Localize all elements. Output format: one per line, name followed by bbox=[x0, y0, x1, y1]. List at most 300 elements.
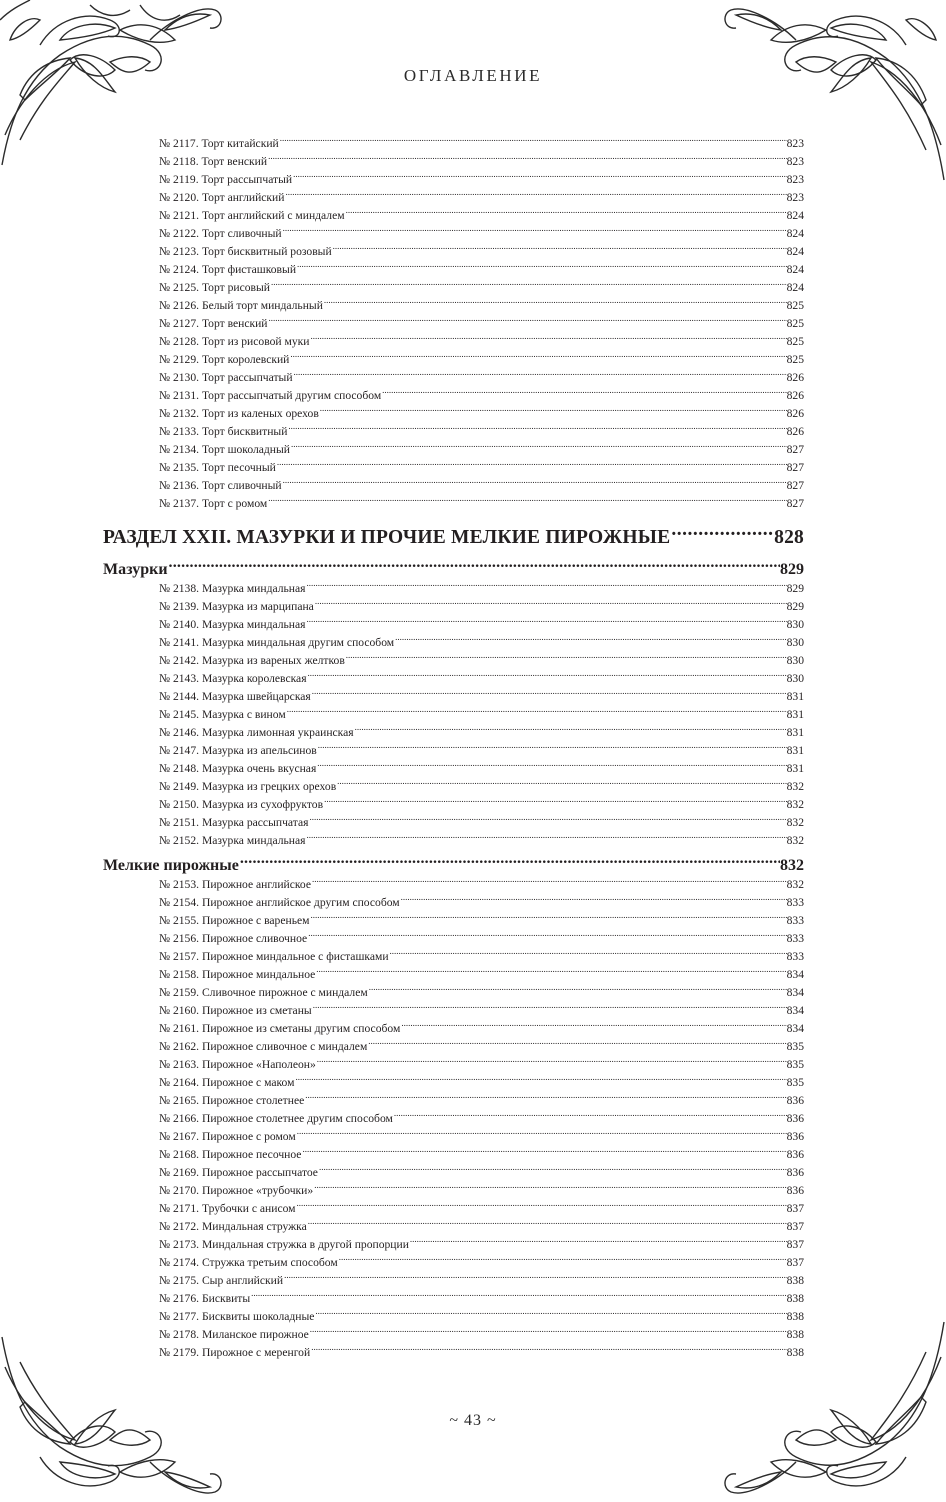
entry-name: Мазурка миндальная bbox=[201, 618, 306, 631]
part-page-number: 828 bbox=[774, 526, 804, 548]
dot-leader bbox=[313, 1005, 787, 1014]
entry-number: № 2137. bbox=[159, 497, 200, 510]
entry-name: Пирожное с вареньем bbox=[201, 914, 310, 927]
entry-name: Стружка третьим способом bbox=[201, 1256, 338, 1269]
entry-page-number: 831 bbox=[786, 708, 804, 721]
entry-number: № 2151. bbox=[159, 816, 200, 829]
entry-page-number: 837 bbox=[786, 1256, 804, 1269]
entry-number: № 2134. bbox=[159, 443, 200, 456]
entry-name: Торт фисташковый bbox=[201, 263, 297, 276]
dot-leader bbox=[314, 1185, 786, 1194]
toc-entry[interactable] bbox=[103, 1092, 804, 1110]
entry-number: № 2165. bbox=[159, 1094, 200, 1107]
toc-entry[interactable] bbox=[103, 1236, 804, 1254]
dot-leader bbox=[290, 354, 786, 363]
dot-leader bbox=[297, 1131, 787, 1140]
entry-number: № 2136. bbox=[159, 479, 200, 492]
entry-title bbox=[159, 1308, 315, 1326]
entry-page-number: 826 bbox=[786, 389, 804, 402]
dot-leader bbox=[269, 318, 787, 327]
entry-title bbox=[159, 966, 316, 984]
toc-entry[interactable] bbox=[103, 279, 804, 297]
entry-number: № 2171. bbox=[159, 1202, 200, 1215]
dot-leader bbox=[390, 951, 787, 960]
entry-number: № 2160. bbox=[159, 1004, 200, 1017]
toc-entry[interactable] bbox=[103, 477, 804, 495]
entry-title bbox=[159, 1056, 317, 1074]
entry-number: № 2118. bbox=[159, 155, 199, 168]
dot-leader bbox=[382, 390, 786, 399]
dot-leader bbox=[316, 969, 786, 978]
toc-entry[interactable] bbox=[103, 894, 804, 912]
entry-name: Пирожное с маком bbox=[201, 1076, 295, 1089]
entry-title bbox=[159, 441, 291, 459]
dot-leader bbox=[369, 987, 787, 996]
entry-number: № 2150. bbox=[159, 798, 200, 811]
entry-page-number: 831 bbox=[786, 762, 804, 775]
toc-entry[interactable] bbox=[103, 1002, 804, 1020]
entry-title bbox=[159, 652, 346, 670]
entry-number: № 2162. bbox=[159, 1040, 200, 1053]
entry-number: № 2132. bbox=[159, 407, 200, 420]
toc-entry[interactable] bbox=[103, 1326, 804, 1344]
entry-name: Пирожное с ромом bbox=[201, 1130, 296, 1143]
entry-title bbox=[159, 580, 307, 598]
entry-title bbox=[159, 1146, 302, 1164]
entry-name: Торт из рисовой муки bbox=[201, 335, 310, 348]
section-title: Мелкие пирожные bbox=[103, 857, 239, 874]
toc-entry[interactable] bbox=[103, 930, 804, 948]
dot-leader bbox=[288, 426, 786, 435]
toc-section-heading-melkie-pirozhnye[interactable] bbox=[103, 854, 804, 876]
entry-page-number: 836 bbox=[786, 1094, 804, 1107]
entry-title bbox=[159, 598, 315, 616]
entry-name: Торт рассыпчатый bbox=[201, 173, 293, 186]
toc-entry[interactable] bbox=[103, 315, 804, 333]
toc-entry[interactable] bbox=[103, 1200, 804, 1218]
toc-entry[interactable] bbox=[103, 1272, 804, 1290]
dot-leader bbox=[307, 619, 787, 628]
dot-leader bbox=[284, 1275, 787, 1284]
entry-number: № 2159. bbox=[159, 986, 200, 999]
dot-leader bbox=[294, 372, 787, 381]
dot-leader bbox=[295, 1077, 786, 1086]
entry-title bbox=[159, 171, 293, 189]
toc-entry[interactable] bbox=[103, 1254, 804, 1272]
entry-page-number: 823 bbox=[786, 137, 804, 150]
entry-name: Пирожное «Наполеон» bbox=[201, 1058, 316, 1071]
entry-page-number: 838 bbox=[786, 1328, 804, 1341]
entry-page-number: 830 bbox=[786, 672, 804, 685]
entry-page-number: 834 bbox=[786, 1004, 804, 1017]
toc-entry[interactable] bbox=[103, 760, 804, 778]
toc-entry[interactable] bbox=[103, 724, 804, 742]
entry-title bbox=[159, 688, 312, 706]
dot-leader bbox=[317, 1059, 787, 1068]
toc-entry[interactable] bbox=[103, 688, 804, 706]
table-of-contents bbox=[103, 135, 804, 1362]
entry-number: № 2167. bbox=[159, 1130, 200, 1143]
entry-title bbox=[159, 1236, 410, 1254]
entry-page-number: 836 bbox=[786, 1148, 804, 1161]
entry-name: Торт рисовый bbox=[201, 281, 270, 294]
entry-name: Пирожное рассыпчатое bbox=[201, 1166, 318, 1179]
toc-entry[interactable] bbox=[103, 832, 804, 850]
entry-name: Торт английский с миндалем bbox=[201, 209, 345, 222]
entry-title bbox=[159, 876, 312, 894]
entry-number: № 2146. bbox=[159, 726, 200, 739]
dot-leader bbox=[280, 138, 787, 147]
dot-leader bbox=[311, 1347, 786, 1356]
entry-page-number: 825 bbox=[786, 317, 804, 330]
entry-title bbox=[159, 1038, 368, 1056]
entry-title bbox=[159, 1290, 251, 1308]
entry-title bbox=[159, 207, 346, 225]
entry-page-number: 832 bbox=[786, 798, 804, 811]
entry-number: № 2133. bbox=[159, 425, 200, 438]
entry-number: № 2176. bbox=[159, 1292, 200, 1305]
entry-number: № 2141. bbox=[159, 636, 200, 649]
entry-page-number: 829 bbox=[786, 582, 804, 595]
entry-page-number: 835 bbox=[786, 1040, 804, 1053]
entry-page-number: 833 bbox=[786, 896, 804, 909]
toc-entry-group-pirozhnye bbox=[103, 876, 804, 1362]
entry-page-number: 830 bbox=[786, 618, 804, 631]
entry-number: № 2144. bbox=[159, 690, 200, 703]
entry-name: Торт рассыпчатый bbox=[201, 371, 293, 384]
toc-entry[interactable] bbox=[103, 225, 804, 243]
entry-page-number: 837 bbox=[786, 1202, 804, 1215]
dot-leader bbox=[395, 637, 786, 646]
toc-entry[interactable] bbox=[103, 912, 804, 930]
toc-entry[interactable] bbox=[103, 441, 804, 459]
dot-leader bbox=[285, 192, 786, 201]
dot-leader bbox=[302, 1149, 786, 1158]
entry-page-number: 832 bbox=[786, 780, 804, 793]
entry-number: № 2124. bbox=[159, 263, 200, 276]
entry-name: Мазурка королевская bbox=[201, 672, 307, 685]
toc-entry[interactable] bbox=[103, 1290, 804, 1308]
toc-entry[interactable] bbox=[103, 171, 804, 189]
entry-number: № 2168. bbox=[159, 1148, 200, 1161]
entry-page-number: 833 bbox=[786, 950, 804, 963]
toc-part-heading[interactable] bbox=[103, 523, 804, 551]
entry-title bbox=[159, 832, 307, 850]
section-title: Мазурки bbox=[103, 561, 168, 578]
dot-leader bbox=[271, 282, 787, 291]
entry-title bbox=[159, 634, 395, 652]
entry-title bbox=[159, 351, 290, 369]
entry-title bbox=[159, 243, 333, 261]
section-page-number: 832 bbox=[780, 857, 804, 874]
entry-title bbox=[159, 189, 285, 207]
entry-number: № 2131. bbox=[159, 389, 200, 402]
entry-title bbox=[159, 724, 355, 742]
entry-number: № 2161. bbox=[159, 1022, 200, 1035]
toc-entry[interactable] bbox=[103, 369, 804, 387]
toc-entry[interactable] bbox=[103, 742, 804, 760]
toc-entry[interactable] bbox=[103, 1056, 804, 1074]
entry-page-number: 830 bbox=[786, 636, 804, 649]
entry-number: № 2123. bbox=[159, 245, 200, 258]
entry-page-number: 836 bbox=[786, 1184, 804, 1197]
entry-name: Пирожное английское bbox=[201, 878, 312, 891]
entry-name: Торт сливочный bbox=[201, 227, 282, 240]
entry-number: № 2170. bbox=[159, 1184, 200, 1197]
entry-page-number: 827 bbox=[786, 497, 804, 510]
dot-leader bbox=[268, 498, 786, 507]
entry-name: Пирожное из сметаны другим способом bbox=[201, 1022, 401, 1035]
entry-name: Мазурка рассыпчатая bbox=[201, 816, 309, 829]
entry-number: № 2178. bbox=[159, 1328, 200, 1341]
entry-page-number: 832 bbox=[786, 834, 804, 847]
entry-name: Торт сливочный bbox=[201, 479, 282, 492]
entry-title bbox=[159, 1218, 308, 1236]
toc-entry[interactable] bbox=[103, 153, 804, 171]
entry-title bbox=[159, 225, 283, 243]
entry-title bbox=[159, 315, 269, 333]
entry-name: Пирожное из сметаны bbox=[201, 1004, 312, 1017]
entry-name: Торт песочный bbox=[201, 461, 276, 474]
entry-page-number: 836 bbox=[786, 1130, 804, 1143]
dot-leader bbox=[355, 727, 787, 736]
entry-number: № 2172. bbox=[159, 1220, 200, 1233]
entry-title bbox=[159, 477, 283, 495]
entry-name: Пирожное столетнее другим способом bbox=[201, 1112, 393, 1125]
entry-title bbox=[159, 1074, 295, 1092]
dot-leader bbox=[310, 915, 786, 924]
toc-entry[interactable] bbox=[103, 1182, 804, 1200]
entry-page-number: 830 bbox=[786, 654, 804, 667]
entry-title bbox=[159, 1272, 284, 1290]
dot-leader bbox=[268, 156, 787, 165]
entry-number: № 2125. bbox=[159, 281, 200, 294]
entry-name: Пирожное миндальное с фисташками bbox=[201, 950, 389, 963]
entry-number: № 2147. bbox=[159, 744, 200, 757]
entry-name: Миндальная стружка в другой пропорции bbox=[201, 1238, 409, 1251]
entry-page-number: 838 bbox=[786, 1274, 804, 1287]
entry-number: № 2122. bbox=[159, 227, 200, 240]
entry-title bbox=[159, 670, 308, 688]
toc-entry[interactable] bbox=[103, 1128, 804, 1146]
toc-entry[interactable] bbox=[103, 1110, 804, 1128]
entry-name: Торт рассыпчатый другим способом bbox=[201, 389, 382, 402]
toc-entry[interactable] bbox=[103, 1218, 804, 1236]
entry-page-number: 825 bbox=[786, 299, 804, 312]
entry-number: № 2128. bbox=[159, 335, 200, 348]
toc-entry[interactable] bbox=[103, 1164, 804, 1182]
entry-number: № 2163. bbox=[159, 1058, 200, 1071]
toc-entry[interactable] bbox=[103, 333, 804, 351]
dot-leader bbox=[317, 763, 786, 772]
toc-entry[interactable] bbox=[103, 351, 804, 369]
entry-page-number: 831 bbox=[786, 744, 804, 757]
toc-entry[interactable] bbox=[103, 706, 804, 724]
entry-page-number: 835 bbox=[786, 1076, 804, 1089]
toc-entry[interactable] bbox=[103, 670, 804, 688]
entry-title bbox=[159, 297, 324, 315]
dot-leader bbox=[297, 264, 787, 273]
entry-name: Торт английский bbox=[201, 191, 285, 204]
toc-entry[interactable] bbox=[103, 616, 804, 634]
entry-page-number: 824 bbox=[786, 245, 804, 258]
entry-title bbox=[159, 1182, 314, 1200]
entry-page-number: 826 bbox=[786, 425, 804, 438]
entry-number: № 2164. bbox=[159, 1076, 200, 1089]
entry-number: № 2154. bbox=[159, 896, 200, 909]
dot-leader bbox=[339, 1257, 787, 1266]
toc-entry[interactable] bbox=[103, 261, 804, 279]
entry-page-number: 826 bbox=[786, 407, 804, 420]
entry-page-number: 825 bbox=[786, 353, 804, 366]
toc-entry[interactable] bbox=[103, 876, 804, 894]
toc-entry[interactable] bbox=[103, 297, 804, 315]
entry-page-number: 823 bbox=[786, 191, 804, 204]
entry-title bbox=[159, 894, 401, 912]
entry-number: № 2177. bbox=[159, 1310, 200, 1323]
entry-page-number: 823 bbox=[786, 173, 804, 186]
entry-page-number: 834 bbox=[786, 968, 804, 981]
entry-page-number: 834 bbox=[786, 1022, 804, 1035]
toc-entry[interactable] bbox=[103, 1146, 804, 1164]
entry-name: Торт китайский bbox=[201, 137, 279, 150]
entry-title bbox=[159, 1092, 305, 1110]
toc-entry[interactable] bbox=[103, 966, 804, 984]
toc-entry[interactable] bbox=[103, 207, 804, 225]
entry-title bbox=[159, 760, 317, 778]
dot-leader bbox=[671, 523, 774, 543]
entry-name: Мазурка миндальная bbox=[201, 582, 306, 595]
dot-leader bbox=[309, 817, 786, 826]
toc-entry[interactable] bbox=[103, 778, 804, 796]
entry-page-number: 832 bbox=[786, 878, 804, 891]
entry-page-number: 824 bbox=[786, 209, 804, 222]
toc-entry[interactable] bbox=[103, 652, 804, 670]
toc-entry[interactable] bbox=[103, 387, 804, 405]
dot-leader bbox=[277, 462, 787, 471]
entry-page-number: 825 bbox=[786, 335, 804, 348]
toc-entry[interactable] bbox=[103, 189, 804, 207]
entry-title bbox=[159, 459, 277, 477]
entry-name: Пирожное миндальное bbox=[201, 968, 316, 981]
entry-number: № 2149. bbox=[159, 780, 200, 793]
entry-page-number: 831 bbox=[786, 690, 804, 703]
dot-leader bbox=[333, 246, 787, 255]
entry-number: № 2155. bbox=[159, 914, 200, 927]
entry-name: Пирожное английское другим способом bbox=[201, 896, 400, 909]
entry-title bbox=[159, 1344, 311, 1362]
dot-leader bbox=[308, 1221, 787, 1230]
entry-title bbox=[159, 1110, 394, 1128]
part-title: РАЗДЕЛ XXII. МАЗУРКИ И ПРОЧИЕ МЕЛКИЕ ПИРОЖНЫЕ bbox=[103, 526, 671, 548]
entry-name: Мазурка лимонная украинская bbox=[201, 726, 354, 739]
section-page-number: 829 bbox=[780, 561, 804, 578]
entry-title bbox=[159, 1020, 401, 1038]
dot-leader bbox=[320, 408, 787, 417]
toc-entry[interactable] bbox=[103, 459, 804, 477]
page-number-footer: ~ 43 ~ bbox=[449, 1412, 497, 1429]
entry-title bbox=[159, 279, 271, 297]
entry-title bbox=[159, 135, 280, 153]
dot-leader bbox=[308, 673, 787, 682]
entry-page-number: 824 bbox=[786, 281, 804, 294]
entry-name: Торт бисквитный розовый bbox=[201, 245, 332, 258]
toc-entry-group-mazurki bbox=[103, 580, 804, 850]
entry-name: Сыр английский bbox=[201, 1274, 284, 1287]
entry-page-number: 835 bbox=[786, 1058, 804, 1071]
entry-name: Мазурка из вареных желтков bbox=[201, 654, 345, 667]
entry-name: Мазурка миндальная другим способом bbox=[201, 636, 395, 649]
entry-number: № 2153. bbox=[159, 878, 200, 891]
entry-title bbox=[159, 333, 310, 351]
entry-title bbox=[159, 616, 307, 634]
entry-number: № 2157. bbox=[159, 950, 200, 963]
toc-entry[interactable] bbox=[103, 580, 804, 598]
toc-entry[interactable] bbox=[103, 495, 804, 513]
toc-section-heading-mazurki[interactable] bbox=[103, 558, 804, 580]
entry-name: Торт венский bbox=[201, 155, 268, 168]
entry-page-number: 832 bbox=[786, 816, 804, 829]
entry-title bbox=[159, 796, 324, 814]
entry-name: Пирожное песочное bbox=[201, 1148, 302, 1161]
entry-number: № 2166. bbox=[159, 1112, 200, 1125]
entry-number: № 2175. bbox=[159, 1274, 200, 1287]
entry-number: № 2117. bbox=[159, 137, 199, 150]
entry-number: № 2129. bbox=[159, 353, 200, 366]
dot-leader bbox=[312, 879, 787, 888]
toc-entry[interactable] bbox=[103, 634, 804, 652]
entry-title bbox=[159, 1200, 297, 1218]
entry-number: № 2138. bbox=[159, 582, 200, 595]
entry-title bbox=[159, 778, 337, 796]
toc-entry[interactable] bbox=[103, 948, 804, 966]
toc-entry[interactable] bbox=[103, 423, 804, 441]
entry-page-number: 837 bbox=[786, 1238, 804, 1251]
entry-number: № 2127. bbox=[159, 317, 200, 330]
dot-leader bbox=[312, 691, 787, 700]
toc-entry[interactable] bbox=[103, 1020, 804, 1038]
entry-page-number: 826 bbox=[786, 371, 804, 384]
entry-number: № 2130. bbox=[159, 371, 200, 384]
toc-entry[interactable] bbox=[103, 1074, 804, 1092]
toc-entry[interactable] bbox=[103, 1344, 804, 1362]
entry-title bbox=[159, 495, 268, 513]
entry-title bbox=[159, 387, 382, 405]
dot-leader bbox=[251, 1293, 786, 1302]
toc-entry[interactable] bbox=[103, 814, 804, 832]
toc-entry[interactable] bbox=[103, 405, 804, 423]
toc-entry[interactable] bbox=[103, 796, 804, 814]
dot-leader bbox=[307, 835, 787, 844]
entry-title bbox=[159, 930, 308, 948]
entry-number: № 2174. bbox=[159, 1256, 200, 1269]
toc-entry[interactable] bbox=[103, 135, 804, 153]
running-header-title: ОГЛАВЛЕНИЕ bbox=[403, 66, 543, 85]
toc-entry[interactable] bbox=[103, 243, 804, 261]
toc-entry[interactable] bbox=[103, 984, 804, 1002]
dot-leader bbox=[291, 444, 787, 453]
toc-entry[interactable] bbox=[103, 598, 804, 616]
entry-title bbox=[159, 912, 310, 930]
entry-page-number: 834 bbox=[786, 986, 804, 999]
toc-entry[interactable] bbox=[103, 1308, 804, 1326]
dot-leader bbox=[287, 709, 787, 718]
dot-leader bbox=[401, 897, 787, 906]
entry-page-number: 836 bbox=[786, 1166, 804, 1179]
entry-name: Пирожное столетнее bbox=[201, 1094, 305, 1107]
toc-entry[interactable] bbox=[103, 1038, 804, 1056]
entry-page-number: 827 bbox=[786, 461, 804, 474]
